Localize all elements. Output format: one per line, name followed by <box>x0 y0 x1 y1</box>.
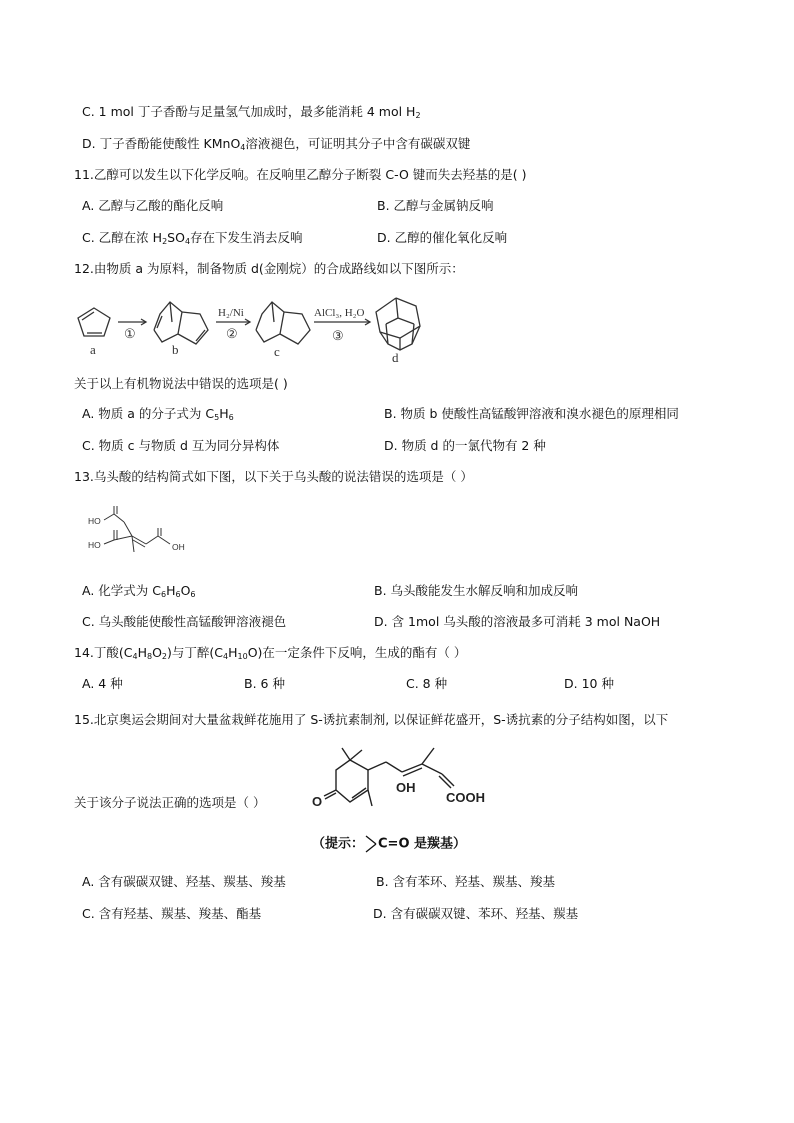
q15-ask: 关于该分子说法正确的选项是（ ） <box>74 795 266 810</box>
carboxyl-group: COOH <box>446 790 485 805</box>
q11-option-a: A. 乙醇与乙酸的酯化反响 <box>82 198 224 213</box>
adamantane-structure <box>376 298 420 350</box>
q15-option-a: A. 含有碳碳双键、羟基、羰基、羧基 <box>82 874 286 889</box>
label-b: b <box>172 342 179 357</box>
q14-option-a: A. 4 种 <box>82 676 123 691</box>
hydroxyl-group: OH <box>396 780 416 795</box>
hydroxyl-2: HO <box>88 540 101 550</box>
aconitic-acid-structure <box>84 500 194 562</box>
q11-option-d: D. 乙醇的催化氧化反响 <box>377 230 508 245</box>
q11-option-b: B. 乙醇与金属钠反响 <box>377 198 494 213</box>
q14-option-d: D. 10 种 <box>564 676 614 691</box>
q15-stem: 15.北京奥运会期间对大量盆栽鲜花施用了 S-诱抗素制剂, 以保证鲜花盛开，S-诱抗素的分子结构如图，以下 <box>74 712 669 727</box>
dicyclopentadiene-structure <box>154 302 208 344</box>
q12-stem: 12.由物质 a 为原料，制备物质 d(金刚烷）的合成路线如以下图所示： <box>74 261 464 276</box>
q14-option-c: C. 8 种 <box>406 676 448 691</box>
carbonyl-bond-glyph <box>364 834 378 854</box>
q15-option-b: B. 含有苯环、羟基、羰基、羧基 <box>376 874 556 889</box>
q13-option-d: D. 含 1mol 乌头酸的溶液最多可消耗 3 mol NaOH <box>374 614 661 629</box>
s-abscisic-acid-structure <box>306 740 506 820</box>
step-3: ③ <box>332 328 344 343</box>
q15-option-c: C. 含有羟基、羰基、羧基、酯基 <box>82 906 262 921</box>
label-d: d <box>392 350 399 365</box>
q12-option-a: A. 物质 a 的分子式为 $C_5H_6$ <box>82 406 234 422</box>
q11-stem: 11.乙醇可以发生以下化学反响。在反响里乙醇分子断裂 C-O 键而失去羟基的是( ) <box>74 167 527 182</box>
q15-option-d: D. 含有碳碳双键、苯环、羟基、羰基 <box>373 906 579 921</box>
q14-option-b: B. 6 种 <box>244 676 285 691</box>
q13-option-a: A. 化学式为 $C_6H_6O_6$ <box>82 583 196 599</box>
step-1: ① <box>124 326 136 341</box>
q10-option-d: D. 丁子香酚能使酸性 KMnO$_4$溶液褪色，可证明其分子中含有碳碳双键 <box>82 136 471 152</box>
q14-stem: 14.丁酸$(C_4H_8O_2)$与丁醉$(C_4H_{10}O)$在一定条件下反响，生成的酯有（ ） <box>74 645 467 661</box>
q12-option-b: B. 物质 b 使酸性高锰酸钾溶液和溴水褪色的原理相同 <box>384 406 679 421</box>
q13-option-c: C. 乌头酸能使酸性高锰酸钾溶液褪色 <box>82 614 287 629</box>
label-c: c <box>274 344 280 359</box>
q11-option-c: C. 乙醇在浓 $H_2SO_4$存在下发生消去反响 <box>82 230 303 246</box>
q12-option-c: C. 物质 c 与物质 d 互为同分异构体 <box>82 438 280 453</box>
step-2: ② <box>226 326 238 341</box>
tetrahydrodicyclopentadiene-structure <box>256 302 310 344</box>
reagent-2: H₂/Ni <box>218 307 244 319</box>
q12-synthesis-scheme <box>74 288 444 366</box>
q12-option-d: D. 物质 d 的一氯代物有 2 种 <box>384 438 546 453</box>
hydroxyl-3: OH <box>172 542 185 552</box>
q10-option-c: C. 1 mol 丁子香酚与足量氢气加成时，最多能消耗 4 mol $H_2$ <box>82 104 421 120</box>
q12-ask: 关于以上有机物说法中错误的选项是( ) <box>74 376 288 391</box>
label-a: a <box>90 342 96 357</box>
hydroxyl-1: HO <box>88 516 101 526</box>
q13-stem: 13.乌头酸的结构简式如下图，以下关于乌头酸的说法错误的选项是（ ） <box>74 469 473 484</box>
q15-hint: （提示： C=O 是羰基） <box>312 834 466 854</box>
ketone-oxygen: O <box>312 794 323 809</box>
reagent-3: AlCl₃, H₂O <box>314 307 365 319</box>
q13-option-b: B. 乌头酸能发生水解反响和加成反响 <box>374 583 579 598</box>
